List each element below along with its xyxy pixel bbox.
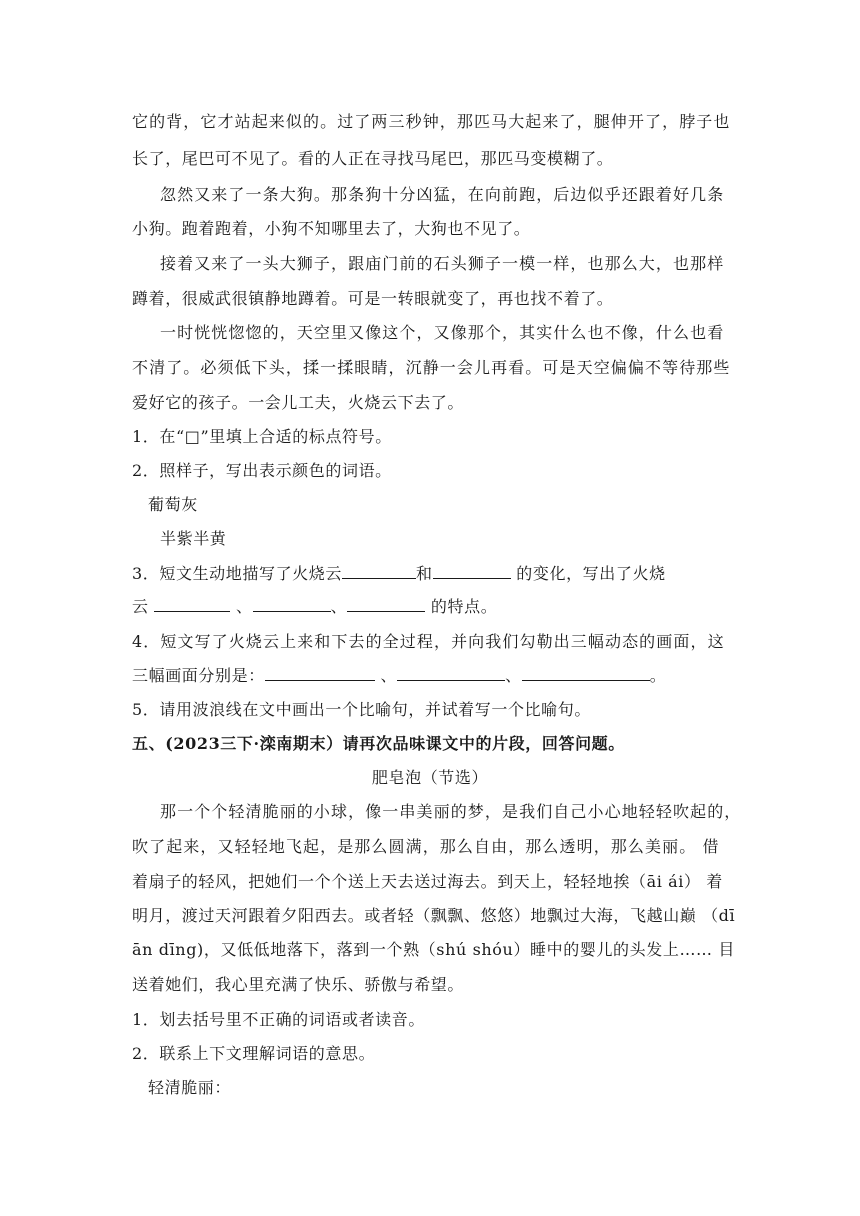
answer-blank[interactable] <box>397 666 505 681</box>
passage-line: 明月，渡过天河跟着夕阳西去。或者轻（飘飘、悠悠）地飘过大海，飞越山巅 （dī <box>132 906 736 925</box>
question-4-text: 。 <box>649 666 667 685</box>
answer-blank[interactable] <box>433 564 511 579</box>
question-3-text: 云 <box>132 597 155 616</box>
question-3-line-2 <box>132 597 732 617</box>
question-5: 5．请用波浪线在文中画出一个比喻句，并试着写一个比喻句。 <box>132 700 591 719</box>
passage-line: 蹲着，很威武很镇静地蹲着。可是一转眼就变了，再也找不着了。 <box>132 289 614 308</box>
question-4-line-2 <box>132 666 732 686</box>
question-4-text: 、 <box>505 666 522 685</box>
answer-blank[interactable] <box>253 597 331 612</box>
passage-title: 肥皂泡（节选） <box>371 768 489 787</box>
answer-blank[interactable] <box>347 597 425 612</box>
section-5-question-2-item: 轻清脆丽： <box>148 1078 232 1097</box>
section-5-question-2: 2．联系上下文理解词语的意思。 <box>132 1044 376 1063</box>
question-4-line-1: 4．短文写了火烧云上来和下去的全过程，并向我们勾勒出三幅动态的画面，这 <box>132 632 725 651</box>
section-heading: 五、(2023三下·滦南期末）请再次品味课文中的片段，回答问题。 <box>132 734 625 753</box>
question-2-example-1: 葡萄灰 <box>148 495 198 514</box>
question-2-example-2: 半紫半黄 <box>160 529 227 548</box>
question-4-text: 三幅画面分别是： <box>132 666 265 685</box>
answer-blank[interactable] <box>342 564 416 579</box>
question-3-text: 的特点。 <box>425 597 498 616</box>
answer-blank[interactable] <box>522 666 650 681</box>
passage-line: 那一个个轻清脆丽的小球，像一串美丽的梦，是我们自己小心地轻轻吹起的， <box>160 802 742 821</box>
question-3-text: 3．短文生动地描写了火烧云 <box>132 564 342 583</box>
question-1: 1．在“□”里填上合适的标点符号。 <box>132 427 392 446</box>
question-2: 2．照样子，写出表示颜色的词语。 <box>132 461 392 480</box>
passage-line: 忽然又来了一条大狗。那条狗十分凶猛，在向前跑，后边似乎还跟着好几条 <box>160 185 725 204</box>
question-3-text: 的变化，写出了火烧 <box>510 564 666 583</box>
passage-line: 送着她们，我心里充满了快乐、骄傲与希望。 <box>132 975 465 994</box>
question-4-text: 、 <box>374 666 398 685</box>
question-3-text: 、 <box>330 597 348 616</box>
passage-line: 长了，尾巴可不见了。看的人正在寻找马尾巴，那匹马变模糊了。 <box>132 149 614 168</box>
answer-blank[interactable] <box>265 666 375 681</box>
passage-line: 着扇子的轻风，把她们一个个送上天去送过海去。到天上，轻轻地挨（āi ái） 着 <box>132 872 723 891</box>
section-5-question-1: 1．划去括号里不正确的词语或者读音。 <box>132 1010 425 1029</box>
question-3-text: 、 <box>230 597 253 616</box>
passage-line: 吹了起来，又轻轻地飞起，是那么圆满，那么自由，那么透明，那么美丽。 借 <box>132 837 720 856</box>
passage-line: 它的背，它才站起来似的。过了两三秒钟，那匹马大起来了，腿伸开了，脖子也 <box>132 112 731 131</box>
passage-line: 不清了。必须低下头，揉一揉眼睛，沉静一会儿再看。可是天空偏偏不等待那些 <box>132 358 731 377</box>
answer-blank[interactable] <box>154 597 230 612</box>
question-3-text: 和 <box>415 564 433 583</box>
passage-line: ān dīng)，又低低地落下，落到一个熟（shú shóu）睡中的婴儿的头发上…… 目 <box>132 940 735 959</box>
passage-line: 爱好它的孩子。一会儿工夫，火烧云下去了。 <box>132 393 465 412</box>
passage-line: 接着又来了一头大狮子，跟庙门前的石头狮子一模一样，也那么大，也那样 <box>160 254 725 273</box>
question-3-line-1 <box>132 564 732 584</box>
passage-line: 一时恍恍惚惚的，天空里又像这个，又像那个，其实什么也不像，什么也看 <box>160 323 725 342</box>
passage-line: 小狗。跑着跑着，小狗不知哪里去了，大狗也不见了。 <box>132 219 531 238</box>
